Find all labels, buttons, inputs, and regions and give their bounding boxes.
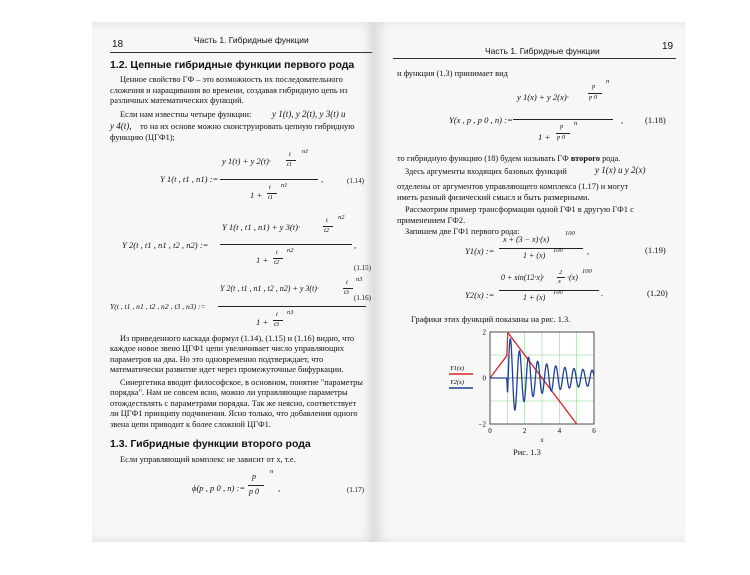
eq-den-prefix: 1 + xyxy=(256,317,269,327)
x-axis-label: x xyxy=(540,436,544,444)
eq-frac-den: t3 xyxy=(274,321,280,328)
text-line: применением ГФ2. xyxy=(397,215,466,225)
eq-exponent: n1 xyxy=(302,148,309,155)
eq-frac-den: t1 xyxy=(287,161,293,168)
eq-frac-num: p xyxy=(252,472,256,481)
eq-denominator: 1 + (x) xyxy=(523,293,546,302)
eq-frac-num: t xyxy=(276,249,278,256)
eq-frac-num: t xyxy=(276,311,278,318)
eq-frac-num: t xyxy=(326,217,328,224)
eq-frac-den: t2 xyxy=(324,227,330,234)
main-frac-bar xyxy=(513,119,613,120)
eq-exponent: n2 xyxy=(338,214,345,221)
equation-number: (1.19) xyxy=(645,245,666,255)
eq-lhs: Y 1(t , t1 , n1) := xyxy=(160,174,219,184)
text-line: отождествлять с параметрами порядка. Так же неясно, соответствует xyxy=(110,398,357,408)
eq-exponent: n3 xyxy=(356,276,363,283)
left-page xyxy=(92,22,375,542)
paragraph-b xyxy=(397,182,628,203)
main-frac-bar xyxy=(499,248,583,249)
equation-number: (1.18) xyxy=(645,115,666,125)
text-line: сложения и наращивания во времени, создавая гибридную цепь из xyxy=(110,85,348,95)
text-line: параметров на два. Но это одновременно подтверждает, что xyxy=(110,354,324,364)
x-tick-label: 0 xyxy=(488,427,492,435)
section-1-3-title: 1.3. Гибридные функции второго рода xyxy=(110,438,311,450)
eq-exponent: 100 xyxy=(553,247,563,254)
math-inline: y 1(x) и y 2(x) xyxy=(595,165,646,175)
eq-lhs: Y(x , p , p 0 , n) := xyxy=(449,115,513,125)
eq-numerator: Y 2(t , t1 , n1 , t2 , n2) + y 3(t)· xyxy=(220,284,319,293)
eq-den-prefix: 1 + xyxy=(250,190,263,200)
eq-den-prefix: 1 + xyxy=(256,255,269,265)
text-line: различных математических функций. xyxy=(110,96,244,106)
page-number: 18 xyxy=(112,39,124,50)
text-line: звена цепи приводит к более сложной ЦГФ1. xyxy=(110,419,271,429)
eq-numerator: y 1(x) + y 2(x)· xyxy=(517,92,569,102)
running-header: Часть 1. Гибридные функции xyxy=(485,46,600,56)
eq-frac-den: t1 xyxy=(268,194,274,201)
running-header: Часть 1. Гибридные функции xyxy=(194,35,309,45)
eq-lhs: ϕ(p , p 0 , n) := xyxy=(192,483,246,493)
eq-tail: , xyxy=(321,174,324,184)
eq-numerator: 0 + sin(12·x)· xyxy=(501,273,545,282)
eq-numerator: Y 1(t , t1 , n1) + y 3(t)· xyxy=(222,222,301,232)
text-line: Из приведенного каскада формул (1.14), (1.15) и (1.16) видно, что xyxy=(120,334,355,343)
text-run: рода. xyxy=(600,154,621,163)
equation-number: (1.20) xyxy=(647,288,668,298)
page-number: 19 xyxy=(662,41,674,52)
frac-bar xyxy=(248,485,264,486)
paragraph-c xyxy=(397,205,634,226)
eq-frac-num: p xyxy=(560,123,564,130)
paragraph-1 xyxy=(110,75,348,107)
eq-frac-num: t xyxy=(289,151,291,158)
eq-frac-den: p 0 xyxy=(249,487,259,496)
eq-exponent: n xyxy=(606,78,610,85)
equation-number: (1.15) xyxy=(354,264,371,272)
text-line: Синергетика вводит философское, в основном, понятие "параметры xyxy=(120,378,363,387)
math-inline: y 1(t), y 2(t), y 3(t) и xyxy=(272,109,346,119)
text-run: то гибридную функцию (18) будем называть ГФ xyxy=(397,154,571,163)
text-line: иметь разный физический смысл и быть размерными. xyxy=(397,192,590,202)
eq-tail: . xyxy=(601,288,604,298)
y-tick-label: 2 xyxy=(482,328,486,337)
x-tick-label: 4 xyxy=(557,427,562,435)
main-frac-bar xyxy=(220,244,352,245)
eq-numerator: ·(x) xyxy=(567,273,578,282)
x-tick-label: 6 xyxy=(592,427,596,435)
eq-numerator: x + (3 − x)·(x) xyxy=(503,235,550,244)
eq-frac-den: x xyxy=(558,278,561,285)
text-line: Ценное свойство ГФ – это возможность их последовательного xyxy=(120,75,343,84)
eq-exponent: n3 xyxy=(287,309,294,316)
y-tick-label: 0 xyxy=(482,374,486,383)
eq-denominator: 1 + (x) xyxy=(523,251,546,260)
eq-lhs: Y(t , t1 , n1 , t2 , n2 , t3 , n3) := xyxy=(110,302,206,311)
eq-frac-den: t3 xyxy=(344,289,350,296)
text-line: Если управляющий комплекс не зависит от x, т.е. xyxy=(120,455,296,464)
y-tick-label: −2 xyxy=(478,420,486,429)
text-line: Если нам известны четыре функции: xyxy=(120,110,252,119)
legend-label: Y2(x) xyxy=(450,379,465,386)
equation-number: (1.14) xyxy=(347,177,364,185)
text-line: то на их основе можно сконструировать цепную гибридную xyxy=(140,122,355,131)
eq-tail: , xyxy=(621,115,624,125)
eq-exponent: n xyxy=(270,468,274,475)
eq-frac-num: 2 xyxy=(559,269,563,276)
text-line: порядка". Нам не совсем ясно, можно ли управляющие параметры xyxy=(110,388,348,398)
eq-lhs: Y1(x) := xyxy=(465,246,495,256)
text-line: Здесь аргументы входящих базовых функций xyxy=(405,167,567,176)
paragraph-4 xyxy=(110,378,363,430)
eq-lhs: Y2(x) := xyxy=(465,290,495,300)
eq-frac-den: p 0 xyxy=(557,134,566,141)
paragraph-3 xyxy=(110,334,354,376)
eq-numerator: y 1(t) + y 2(t)· xyxy=(222,156,271,166)
text-line: Рассмотрим пример трансформации одной ГФ1 в другую ГФ1 с xyxy=(405,205,634,214)
eq-exponent: n xyxy=(574,120,578,127)
equation-number: (1.17) xyxy=(347,486,364,494)
eq-frac-den: t2 xyxy=(274,259,280,266)
text-line: Запишем две ГФ1 первого рода: xyxy=(405,227,520,236)
math-inline: y 4(t), xyxy=(110,121,132,131)
text-line: ли ЦГФ1 принципу подчинения. Ясно только, что добавления одного xyxy=(110,409,358,419)
eq-den-prefix: 1 + xyxy=(538,132,551,142)
text-line: каждое новое звено ЦГФ1 цепи увеличивает число управляющих xyxy=(110,344,345,354)
eq-lhs: Y 2(t , t1 , n1 , t2 , n2) := xyxy=(122,240,209,250)
eq-exponent: 100 xyxy=(582,268,592,275)
eq-tail: , xyxy=(278,483,281,493)
equation-number: (1.16) xyxy=(354,294,371,302)
text-line: математически развитие идет через промежуточные бифуркации. xyxy=(110,365,344,375)
header-rule xyxy=(110,52,372,53)
main-frac-bar xyxy=(499,290,599,291)
eq-frac-den: p 0 xyxy=(589,94,598,101)
eq-frac-num: t xyxy=(346,279,348,286)
text-line: и функция (1.3) принимает вид xyxy=(397,69,508,78)
header-rule xyxy=(393,58,676,59)
main-frac-bar xyxy=(220,179,318,180)
eq-exponent: n1 xyxy=(281,182,288,189)
text-run-bold: второго xyxy=(570,154,600,163)
eq-exponent: n2 xyxy=(287,247,294,254)
text-line: Графики этих функций показаны на рис. 1.3. xyxy=(411,315,571,324)
eq-exponent: 100 xyxy=(553,289,563,296)
eq-exponent: 100 xyxy=(565,230,575,237)
legend-label: Y1(x) xyxy=(450,365,465,372)
text-line: функцию (ЦГФ1); xyxy=(110,133,175,142)
section-1-2-title: 1.2. Цепные гибридные функции первого рода xyxy=(110,59,355,71)
right-page xyxy=(375,22,685,542)
eq-frac-num: t xyxy=(269,184,271,191)
x-tick-label: 2 xyxy=(522,427,527,435)
text-line: отделены от аргументов управляющего комплекса (1.17) и могут xyxy=(397,182,629,191)
eq-tail: , xyxy=(587,246,590,256)
text-line xyxy=(397,154,620,165)
eq-frac-num: p xyxy=(592,83,596,90)
main-frac-bar xyxy=(218,306,366,307)
eq-tail: , xyxy=(354,240,357,250)
figure-caption: Рис. 1.3 xyxy=(513,447,541,457)
